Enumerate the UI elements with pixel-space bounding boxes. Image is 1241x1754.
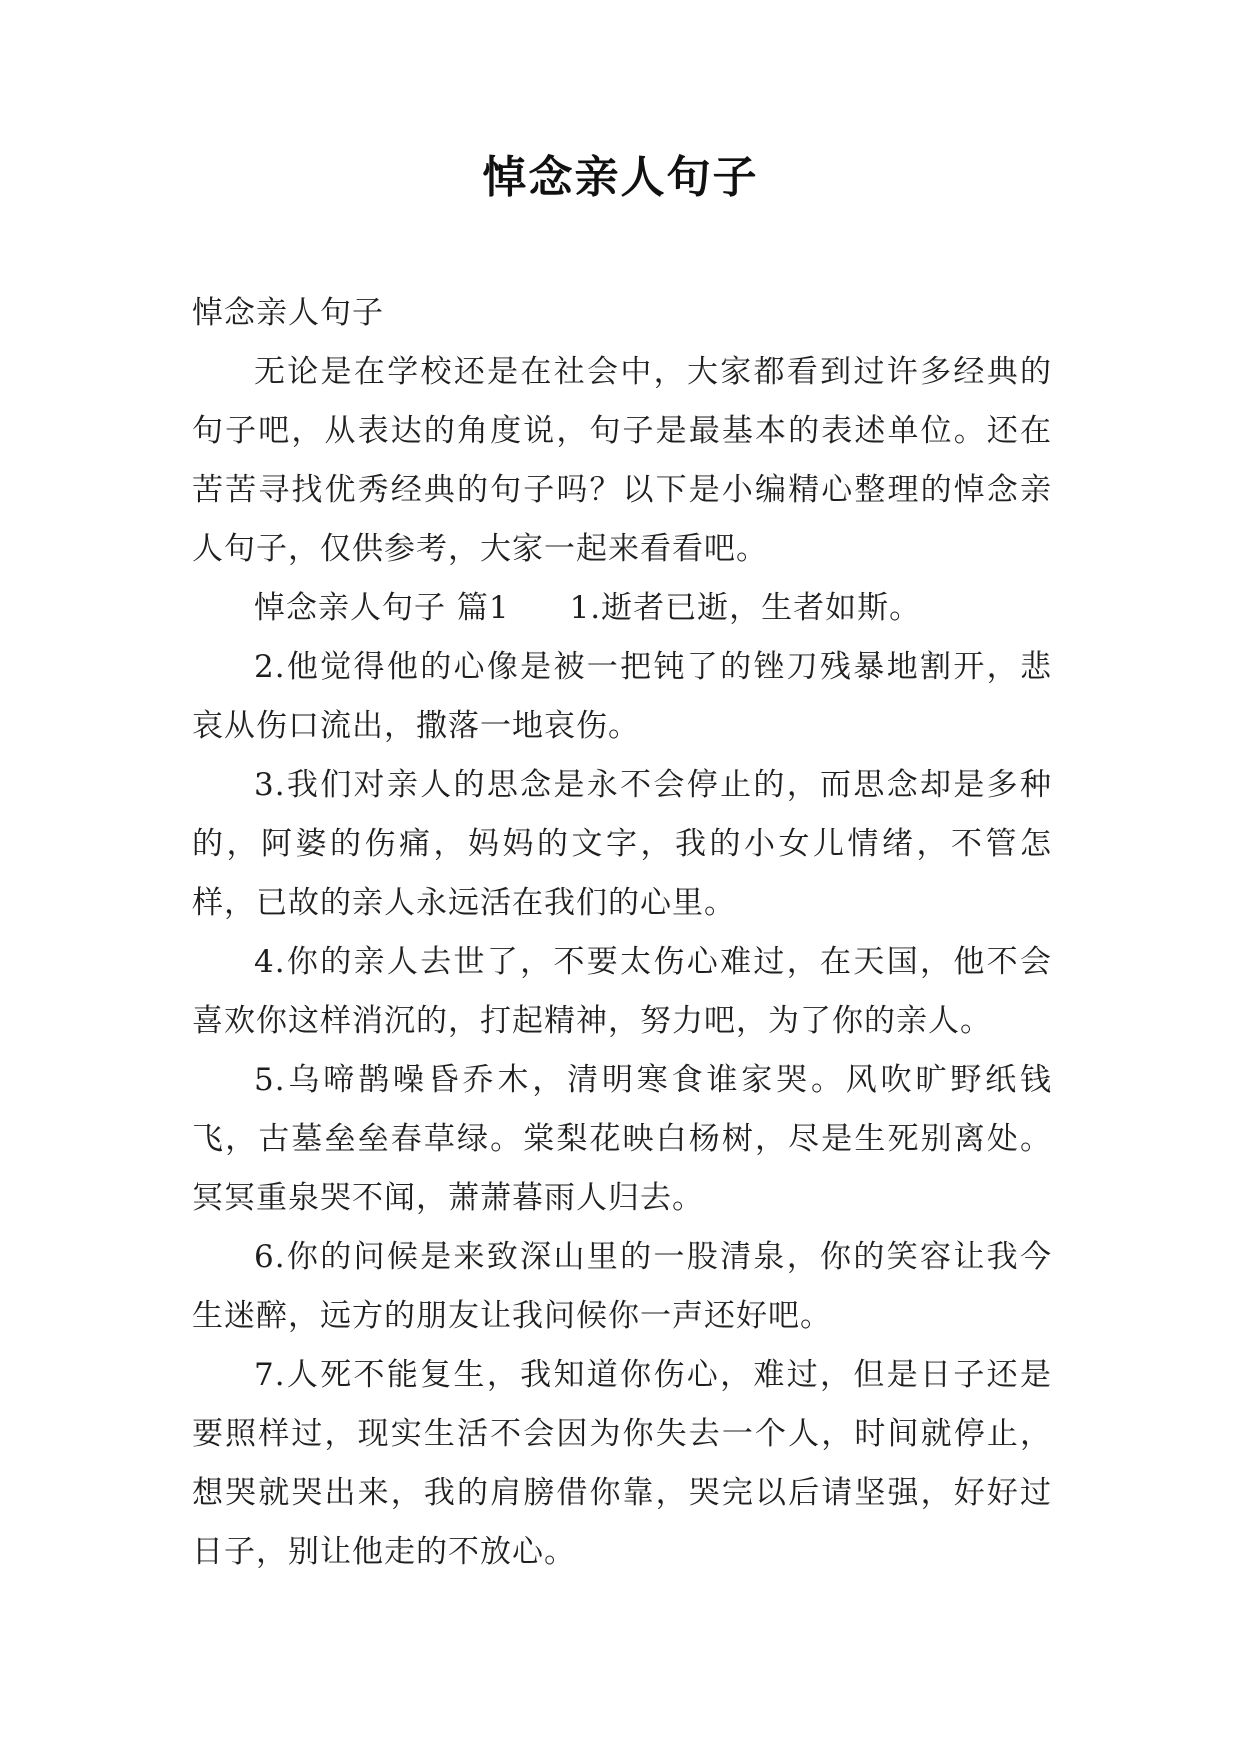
item-1: 1.逝者已逝，生者如斯。	[569, 590, 922, 626]
item-5: 5.乌啼鹊噪昏乔木，清明寒食谁家哭。风吹旷野纸钱飞，古墓垒垒春草绿。棠梨花映白杨树，尽是生死别离处。冥冥重泉哭不闻，萧萧暮雨人归去。	[192, 1062, 1052, 1216]
item-6: 6.你的问候是来致深山里的一股清泉，你的笑容让我今生迷醉，远方的朋友让我问候你一声还好吧。	[192, 1239, 1052, 1334]
item-3: 3.我们对亲人的思念是永不会停止的，而思念却是多种的，阿婆的伤痛，妈妈的文字，我的小女儿情绪，不管怎样，已故的亲人永远活在我们的心里。	[192, 767, 1052, 921]
intro-paragraph: 无论是在学校还是在社会中，大家都看到过许多经典的句子吧，从表达的角度说，句子是最基本的表述单位。还在苦苦寻找优秀经典的句子吗？以下是小编精心整理的悼念亲人句子，仅供参考，大家一起来看看吧。	[192, 354, 1052, 567]
item-7: 7.人死不能复生，我知道你伤心，难过，但是日子还是要照样过，现实生活不会因为你失去一个人，时间就停止，想哭就哭出来，我的肩膀借你靠，哭完以后请坚强，好好过日子，别让他走的不放心。	[192, 1357, 1052, 1570]
section-line	[192, 579, 1052, 638]
document-body	[192, 284, 1052, 1582]
section-heading: 悼念亲人句子 篇1	[254, 590, 510, 626]
item-4: 4.你的亲人去世了，不要太伤心难过，在天国，他不会喜欢你这样消沉的，打起精神，努力吧，为了你的亲人。	[192, 944, 1052, 1039]
item-2: 2.他觉得他的心像是被一把钝了的锉刀残暴地割开，悲哀从伤口流出，撒落一地哀伤。	[192, 649, 1052, 744]
document-title: 悼念亲人句子	[482, 152, 759, 203]
subtitle-line: 悼念亲人句子	[192, 295, 384, 331]
